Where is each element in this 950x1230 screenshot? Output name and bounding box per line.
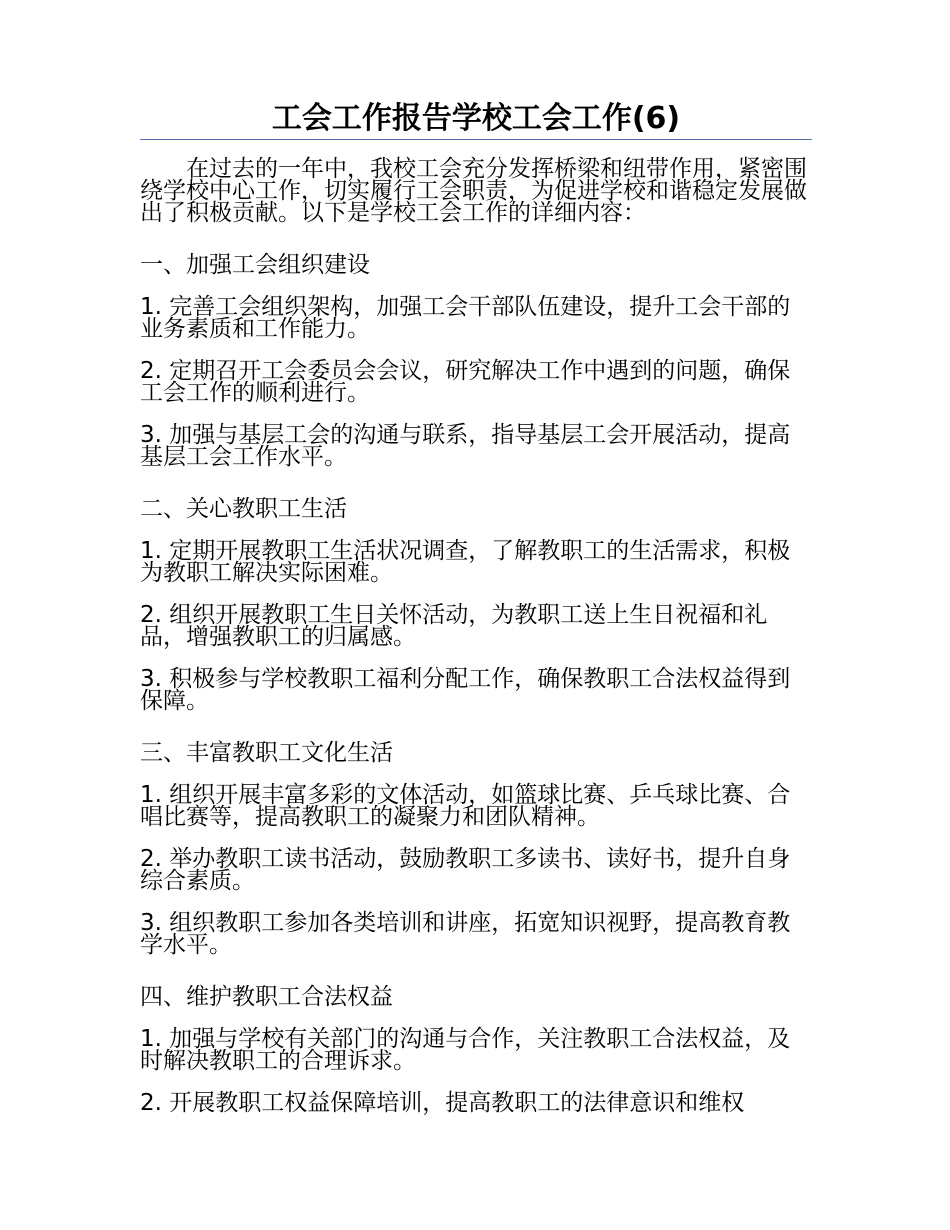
section-heading: 四、维护教职工合法权益 xyxy=(140,984,393,1010)
list-item: 3. 组织教职工参加各类培训和讲座，拓宽知识视野，提高教育教学水平。 xyxy=(140,910,791,958)
list-item: 3. 加强与基层工会的沟通与联系，指导基层工会开展活动，提高基层工会工作水平。 xyxy=(140,422,791,470)
list-item: 1. 定期开展教职工生活状况调查，了解教职工的生活需求，积极为教职工解决实际困难。 xyxy=(140,538,791,586)
section-4 xyxy=(140,984,812,1114)
list-item: 1. 组织开展丰富多彩的文体活动，如篮球比赛、乒乓球比赛、合唱比赛等，提高教职工的凝聚力和团队精神。 xyxy=(140,782,791,830)
list-item: 1. 完善工会组织架构，加强工会干部队伍建设，提升工会干部的业务素质和工作能力。 xyxy=(140,294,791,342)
section-3 xyxy=(140,740,812,956)
document-title: 工会工作报告学校工会工作(6) xyxy=(140,100,812,140)
intro-paragraph: 在过去的一年中，我校工会充分发挥桥梁和纽带作用，紧密围绕学校中心工作，切实履行工会职责，为促进学校和谐稳定发展做出了积极贡献。以下是学校工会工作的详细内容： xyxy=(140,156,807,226)
list-item: 2. 举办教职工读书活动，鼓励教职工多读书、读好书，提升自身综合素质。 xyxy=(140,846,791,894)
section-1 xyxy=(140,252,812,468)
section-heading: 二、关心教职工生活 xyxy=(140,496,347,522)
list-item: 2. 定期召开工会委员会会议，研究解决工作中遇到的问题，确保工会工作的顺利进行。 xyxy=(140,358,791,406)
list-item: 3. 积极参与学校教职工福利分配工作，确保教职工合法权益得到保障。 xyxy=(140,666,791,714)
section-heading: 三、丰富教职工文化生活 xyxy=(140,740,393,766)
document-page xyxy=(140,100,812,1114)
list-item: 1. 加强与学校有关部门的沟通与合作，关注教职工合法权益，及时解决教职工的合理诉求。 xyxy=(140,1026,791,1074)
list-item: 2. 组织开展教职工生日关怀活动，为教职工送上生日祝福和礼品，增强教职工的归属感。 xyxy=(140,602,768,650)
list-item: 2. 开展教职工权益保障培训，提高教职工的法律意识和维权 xyxy=(140,1090,745,1116)
section-2 xyxy=(140,496,812,712)
section-heading: 一、加强工会组织建设 xyxy=(140,252,370,278)
